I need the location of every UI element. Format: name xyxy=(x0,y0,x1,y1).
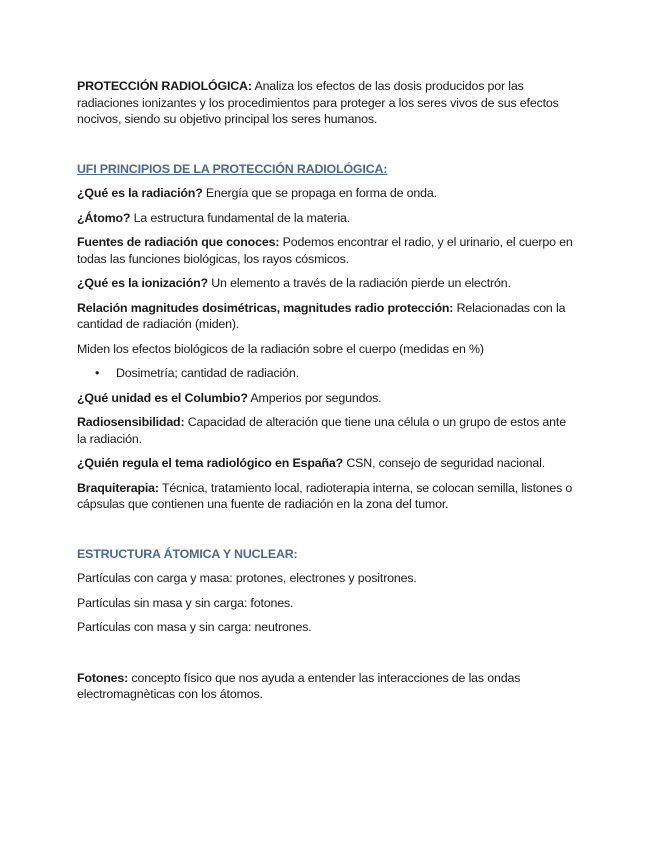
particle-line: Partículas sin masa y sin carga: fotones. xyxy=(77,595,294,610)
particle-line: Partículas con masa y sin carga: neutrones. xyxy=(77,620,312,634)
qa-answer: Técnica, tratamiento local, radioterapia interna, se colocan semilla, listones o cápsulas que contienen una fuente de radiación en la zona del tumor. xyxy=(77,480,573,511)
qa-answer: Amperios por segundos. xyxy=(247,390,382,405)
qa-question: ¿Qué unidad es el Columbio? xyxy=(77,390,248,405)
qa-answer: Capacidad de alteración que tiene una célula o un grupo de estos ante la radiación. xyxy=(77,415,566,446)
qa-question: Relación magnitudes dosimétricas, magnitudes radio protección: xyxy=(77,300,454,315)
intro-text: Analiza los efectos de las dosis producidos por las radiaciones ionizantes y los procedimientos para proteger a los seres vivos de sus efectos nocivos, siendo su objetivo principal los seres humanos. xyxy=(77,79,559,126)
qa-item xyxy=(77,480,577,513)
qa-item xyxy=(77,390,577,407)
qa-item xyxy=(77,455,577,472)
qa-answer: La estructura fundamental de la materia. xyxy=(130,210,351,225)
qa-answer: Energía que se propaga en forma de onda. xyxy=(202,186,437,200)
qa-item xyxy=(77,275,577,292)
qa-answer: CSN, consejo de seguridad nacional. xyxy=(343,456,545,470)
intro-term: PROTECCIÓN RADIOLÓGICA: xyxy=(77,79,252,93)
particle-line: Partículas con carga y masa: protones, electrones y positrones. xyxy=(77,571,417,585)
miden-note: Miden los efectos biológicos de la radiación sobre el cuerpo (medidas en %) xyxy=(77,341,484,356)
qa-item xyxy=(77,300,577,333)
fotones-paragraph xyxy=(77,670,577,703)
qa-item xyxy=(77,210,577,227)
bullet-glyph: • xyxy=(95,366,100,380)
qa-item xyxy=(77,234,577,267)
list-item xyxy=(77,365,577,382)
qa-question: ¿Quién regula el tema radiológico en España? xyxy=(77,456,344,470)
list-item-text: Dosimetría; cantidad de radiación. xyxy=(116,366,299,380)
fotones-text: concepto físico que nos ayuda a entender las interacciones de las ondas electromagnèticas con los átomos. xyxy=(77,670,521,701)
qa-answer: Un elemento a través de la radiación pierde un electrón. xyxy=(207,276,511,290)
section-heading-estructura: ESTRUCTURA ÁTOMICA Y NUCLEAR: xyxy=(77,546,298,561)
qa-question: Fuentes de radiación que conoces: xyxy=(77,235,280,249)
qa-item xyxy=(77,414,577,447)
section-heading-principios: UFI PRINCIPIOS DE LA PROTECCIÓN RADIOLÓGICA: xyxy=(77,161,388,176)
qa-answer: Podemos encontrar el radio, y el urinario, el cuerpo en todas las funciones biológicas, los rayos cósmicos. xyxy=(77,235,573,266)
qa-item xyxy=(77,185,577,202)
fotones-term: Fotones: xyxy=(77,670,129,685)
qa-question: Braquiterapia: xyxy=(77,480,159,495)
bullet-list xyxy=(77,365,577,382)
qa-question: Radiosensibilidad: xyxy=(77,415,185,429)
qa-question: ¿Qué es la radiación? xyxy=(77,186,203,200)
qa-answer: Relacionadas con la cantidad de radiación (miden). xyxy=(77,300,566,331)
qa-question: ¿Átomo? xyxy=(77,210,131,225)
document-page xyxy=(77,78,577,703)
intro-paragraph xyxy=(77,78,577,128)
qa-question: ¿Qué es la ionización? xyxy=(77,276,208,290)
